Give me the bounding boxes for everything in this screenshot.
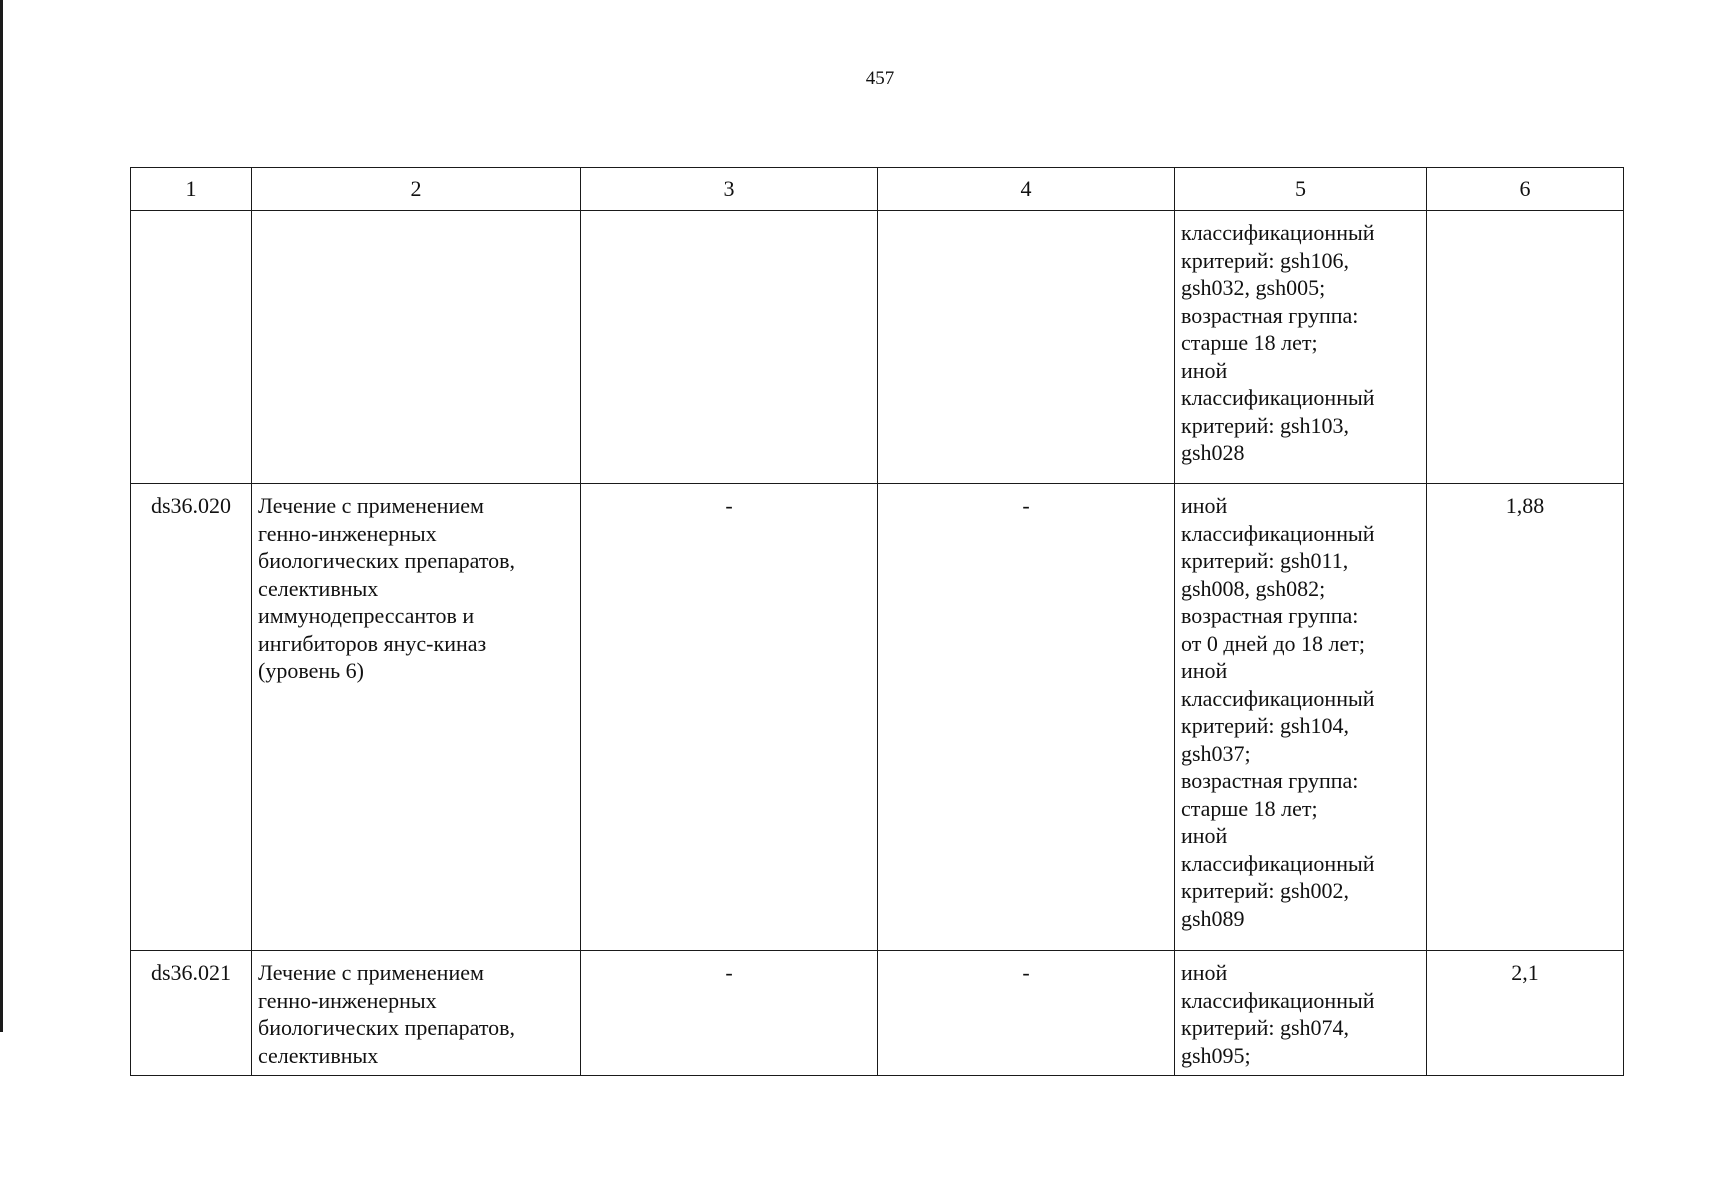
column-header-4: 4 xyxy=(878,168,1175,211)
coefficient-cell xyxy=(1427,211,1624,484)
group-name-cell: Лечение с применением генно-инженерных биологических препаратов, селективных xyxy=(252,951,581,1076)
column-4-cell: - xyxy=(878,484,1175,951)
group-code-cell xyxy=(131,211,252,484)
column-header-5: 5 xyxy=(1175,168,1427,211)
column-header-2: 2 xyxy=(252,168,581,211)
group-code-cell: ds36.021 xyxy=(131,951,252,1076)
criteria-cell: иной классификационный критерий: gsh011, gsh008, gsh082; возрастная группа: от 0 дней до 18 лет; иной классификационный критерий: gsh104, gsh037; возрастная группа: старше 18 лет; иной классификационный критерий: gsh002, gsh089 xyxy=(1175,484,1427,951)
column-4-cell: - xyxy=(878,951,1175,1076)
column-header-6: 6 xyxy=(1427,168,1624,211)
left-page-edge-rule xyxy=(0,0,3,1032)
column-header-1: 1 xyxy=(131,168,252,211)
tariff-table xyxy=(130,167,1624,1076)
table-row xyxy=(131,951,1624,1076)
group-name-cell xyxy=(252,211,581,484)
coefficient-cell: 2,1 xyxy=(1427,951,1624,1076)
group-code-cell: ds36.020 xyxy=(131,484,252,951)
table-row xyxy=(131,484,1624,951)
table-header-row xyxy=(131,168,1624,211)
column-header-3: 3 xyxy=(581,168,878,211)
criteria-cell: иной классификационный критерий: gsh074, gsh095; xyxy=(1175,951,1427,1076)
column-3-cell: - xyxy=(581,484,878,951)
group-name-cell: Лечение с применением генно-инженерных биологических препаратов, селективных иммунодепрессантов и ингибиторов янус-киназ (уровень 6) xyxy=(252,484,581,951)
column-4-cell xyxy=(878,211,1175,484)
coefficient-cell: 1,88 xyxy=(1427,484,1624,951)
table-row xyxy=(131,211,1624,484)
column-3-cell: - xyxy=(581,951,878,1076)
column-3-cell xyxy=(581,211,878,484)
criteria-cell: классификационный критерий: gsh106, gsh032, gsh005; возрастная группа: старше 18 лет; иной классификационный критерий: gsh103, gsh028 xyxy=(1175,211,1427,484)
page-number: 457 xyxy=(865,68,895,89)
